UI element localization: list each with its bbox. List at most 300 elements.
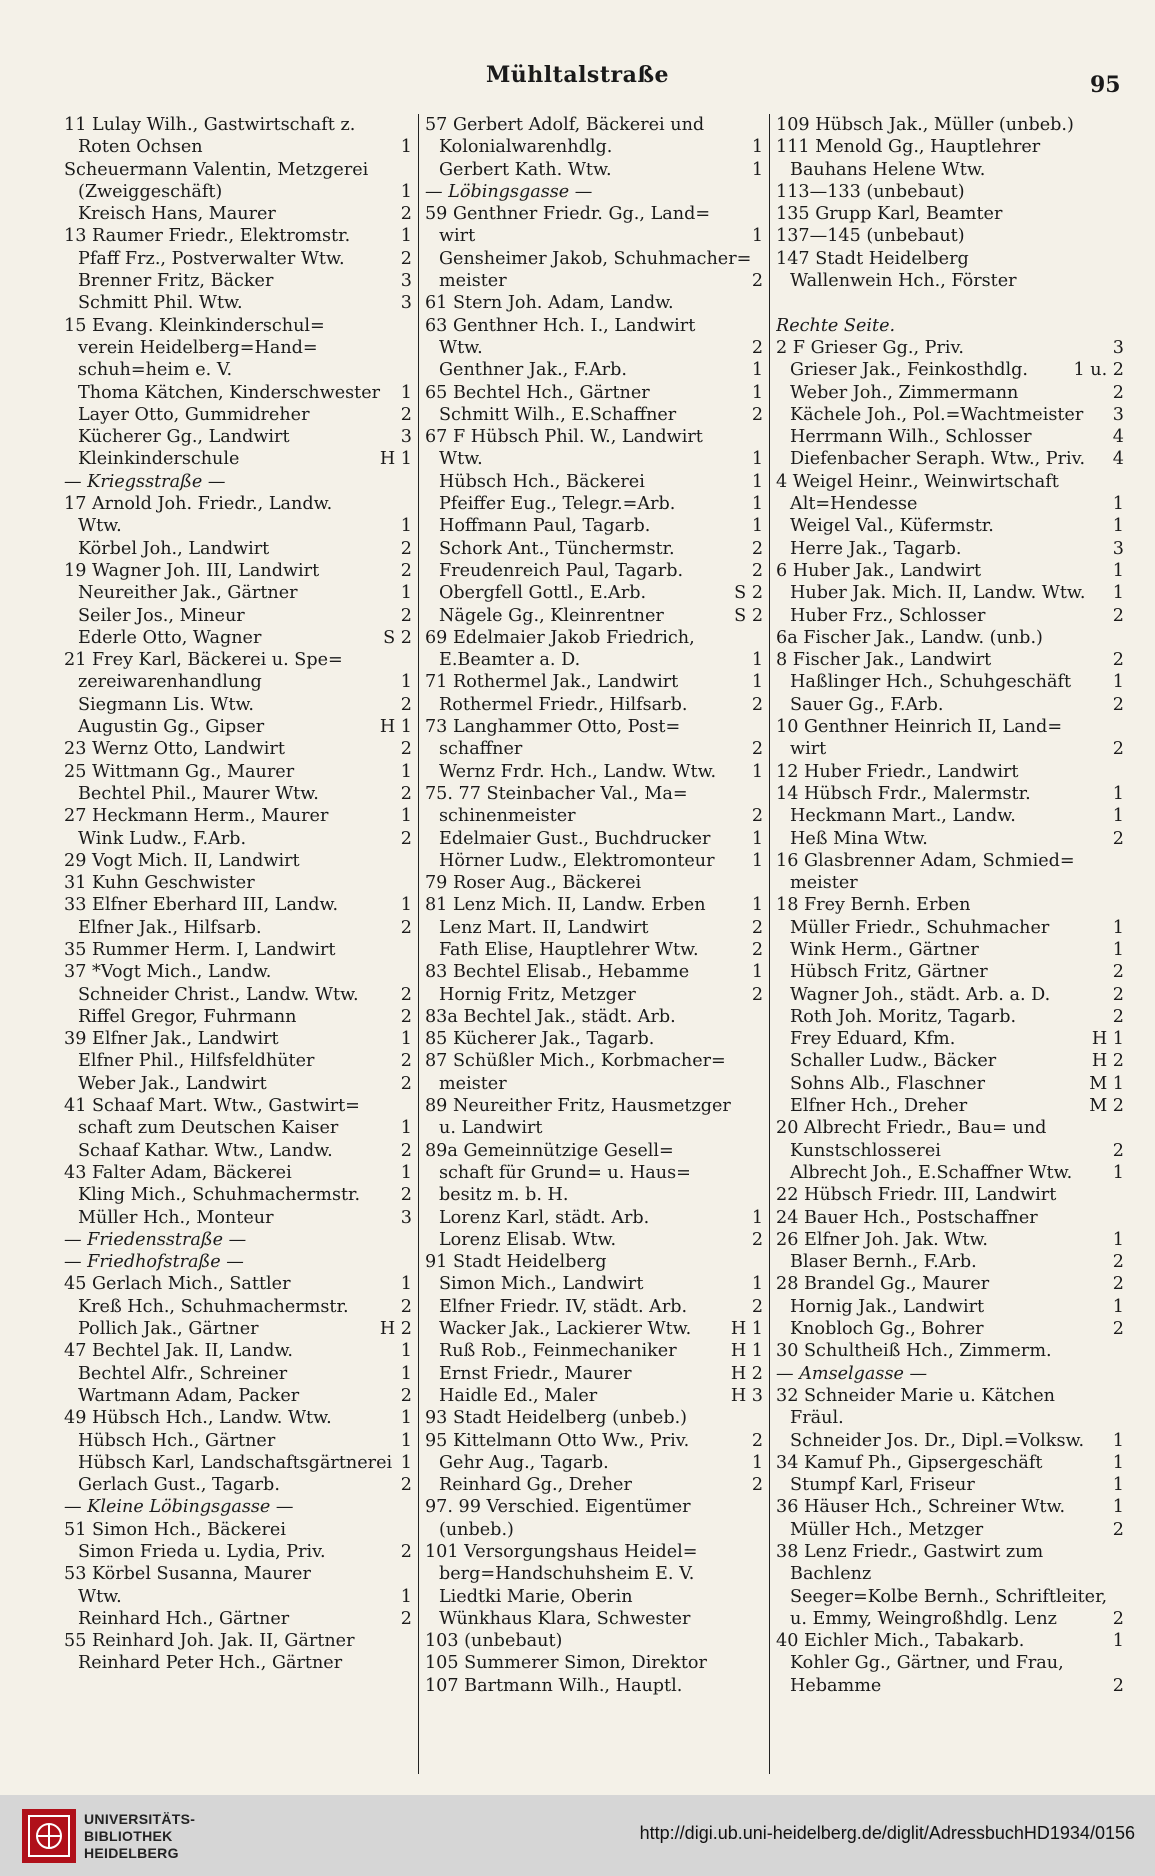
floor-number: 1	[1112, 917, 1124, 938]
directory-entry	[776, 1340, 1124, 1362]
entry-text: Hübsch Hch., Gärtner	[78, 1430, 276, 1451]
entry-text: 31 Kuhn Geschwister	[64, 873, 255, 894]
floor-number: S 2	[734, 583, 764, 604]
directory-entry	[64, 605, 412, 627]
directory-entry	[776, 1028, 1124, 1050]
directory-entry	[425, 716, 763, 738]
entry-text: Roth Joh. Moritz, Tagarb.	[790, 1006, 1017, 1027]
entry-text: Fath Elise, Hauptlehrer Wtw.	[438, 939, 699, 960]
entry-text: schinenmeister	[438, 806, 576, 827]
directory-entry	[776, 1407, 1124, 1429]
directory-entry	[776, 872, 1124, 894]
floor-number: 1	[751, 1274, 764, 1295]
entry-text: Edelmaier Gust., Buchdrucker	[438, 828, 711, 849]
floor-number: 3	[1112, 404, 1124, 425]
directory-entry	[776, 1229, 1124, 1251]
directory-entry	[64, 382, 412, 404]
entry-text: 79 Roser Aug., Bäckerei	[424, 873, 642, 894]
directory-entry	[425, 828, 763, 850]
directory-entry	[64, 1006, 412, 1028]
directory-entry	[776, 716, 1124, 738]
entry-text: 20 Albrecht Friedr., Bau= und	[776, 1118, 1047, 1139]
directory-entry	[425, 917, 763, 939]
directory-entry	[425, 984, 763, 1006]
floor-number: 2	[1112, 984, 1124, 1005]
floor-number: 1	[751, 1452, 764, 1473]
directory-entry	[64, 1652, 412, 1674]
directory-entry	[776, 1430, 1124, 1452]
entry-text: Hornig Jak., Landwirt	[790, 1296, 985, 1317]
entry-text: Alt=Hendesse	[790, 494, 918, 515]
entry-text: Wtw.	[78, 516, 122, 537]
entry-text: Kling Mich., Schuhmachermstr.	[78, 1185, 361, 1206]
directory-entry	[64, 1385, 412, 1407]
floor-number: 1	[751, 137, 764, 158]
entry-text: 22 Hübsch Friedr. III, Landwirt	[776, 1185, 1057, 1206]
entry-text: Liedtki Marie, Oberin	[438, 1586, 633, 1607]
floor-number: 2	[400, 783, 412, 804]
directory-entry	[64, 1430, 412, 1452]
entry-text: Gerlach Gust., Tagarb.	[78, 1475, 280, 1496]
directory-entry	[776, 404, 1124, 426]
floor-number: 2	[751, 984, 764, 1005]
directory-entry	[64, 136, 412, 158]
entry-text: 65 Bechtel Hch., Gärtner	[424, 382, 650, 403]
directory-entry	[425, 1229, 763, 1251]
directory-entry	[64, 1586, 412, 1608]
floor-number: 2	[751, 1430, 764, 1451]
floor-number: 1	[1112, 672, 1124, 693]
entry-text: 27 Heckmann Herm., Maurer	[64, 806, 329, 827]
entry-text: wirt	[790, 739, 827, 760]
entry-text: 73 Langhammer Otto, Post=	[424, 717, 681, 738]
directory-entry	[425, 359, 763, 381]
directory-entry	[64, 426, 412, 448]
directory-entry	[425, 248, 763, 270]
floor-number: 3	[400, 427, 412, 448]
entry-text: 87 Schüßler Mich., Korbmacher=	[424, 1051, 726, 1072]
directory-entry	[425, 1318, 763, 1340]
floor-number: 2	[1112, 605, 1124, 626]
directory-entry	[425, 1608, 763, 1630]
entry-text: 81 Lenz Mich. II, Landw. Erben	[424, 895, 706, 916]
entry-text: Müller Friedr., Schuhmacher	[790, 917, 1050, 938]
entry-text: Wallenwein Hch., Förster	[790, 271, 1017, 292]
entry-text: Bechtel Phil., Maurer Wtw.	[78, 783, 319, 804]
entry-text: 37 *Vogt Mich., Landw.	[64, 962, 272, 983]
directory-entry	[64, 1273, 412, 1295]
floor-number: 2	[400, 1385, 412, 1406]
directory-entry	[64, 248, 412, 270]
entry-text: (unbeb.)	[438, 1519, 514, 1540]
floor-number: 2	[1112, 1006, 1124, 1027]
entry-text: meister	[438, 1073, 507, 1094]
directory-entry	[425, 1050, 763, 1072]
source-url-link[interactable]: http://digi.ub.uni-heidelberg.de/diglit/AdressbuchHD1934/0156	[639, 1823, 1135, 1843]
directory-entry	[64, 1296, 412, 1318]
directory-entry	[776, 1296, 1124, 1318]
directory-entry	[425, 805, 763, 827]
entry-text: 95 Kittelmann Otto Ww., Priv.	[424, 1430, 690, 1451]
column-middle	[418, 114, 769, 1774]
entry-text: Kreß Hch., Schuhmachermstr.	[78, 1296, 349, 1317]
floor-number: 2	[751, 538, 764, 559]
entry-text: 53 Körbel Susanna, Maurer	[64, 1564, 311, 1585]
directory-entry	[776, 1006, 1124, 1028]
directory-entry	[425, 1296, 763, 1318]
directory-entry	[425, 1273, 763, 1295]
floor-number: 1	[1112, 494, 1124, 515]
floor-number: 2	[751, 560, 764, 581]
floor-number: 2	[751, 917, 764, 938]
directory-entry	[425, 1095, 763, 1117]
entry-text: 113—133 (unbebaut)	[776, 181, 965, 202]
directory-entry	[64, 961, 412, 983]
entry-text: Gerbert Kath. Wtw.	[438, 159, 612, 180]
entry-text: besitz m. b. H.	[438, 1185, 569, 1206]
directory-entry	[776, 850, 1124, 872]
entry-text: Hoffmann Paul, Tagarb.	[438, 516, 651, 537]
entry-text: 11 Lulay Wilh., Gastwirtschaft z.	[64, 115, 356, 135]
floor-number: 1	[751, 828, 764, 849]
floor-number: 2	[1112, 828, 1124, 849]
directory-entry	[425, 1363, 763, 1385]
directory-entry	[776, 1318, 1124, 1340]
directory-entry	[776, 1251, 1124, 1273]
entry-text: 57 Gerbert Adolf, Bäckerei und	[424, 115, 705, 135]
column-left	[64, 114, 418, 1774]
directory-entry	[64, 404, 412, 426]
directory-entry	[425, 1586, 763, 1608]
floor-number: 1	[1112, 560, 1124, 581]
entry-text: Ruß Rob., Feinmechaniker	[438, 1341, 677, 1362]
directory-entry	[776, 1452, 1124, 1474]
floor-number: 1	[400, 1408, 412, 1429]
floor-number: 1	[1112, 1452, 1124, 1473]
floor-number: 2	[400, 1073, 412, 1094]
directory-entry	[64, 1117, 412, 1139]
directory-entry	[425, 1006, 763, 1028]
floor-number: 1	[400, 1118, 412, 1139]
directory-entry	[64, 716, 412, 738]
floor-number: H 1	[1091, 1029, 1124, 1050]
floor-number: 1	[751, 449, 764, 470]
entry-text: Seeger=Kolbe Bernh., Schriftleiter,	[790, 1586, 1108, 1607]
entry-text: 83 Bechtel Elisab., Hebamme	[424, 962, 690, 983]
directory-entry	[425, 1407, 763, 1429]
directory-entry	[776, 1608, 1124, 1630]
floor-number: 1	[400, 1162, 412, 1183]
entry-text: 30 Schultheiß Hch., Zimmerm.	[776, 1341, 1052, 1362]
directory-entry	[64, 649, 412, 671]
entry-text: Frey Eduard, Kfm.	[790, 1029, 956, 1050]
directory-entry	[64, 225, 412, 247]
entry-text: 13 Raumer Friedr., Elektromstr.	[64, 226, 351, 247]
entry-text: Augustin Gg., Gipser	[78, 717, 265, 738]
entry-text: 67 F Hübsch Phil. W., Landwirt	[424, 427, 703, 448]
directory-entry	[64, 850, 412, 872]
entry-text: — Friedhofstraße —	[64, 1252, 244, 1273]
entry-text: Simon Frieda u. Lydia, Priv.	[78, 1542, 326, 1562]
directory-entry	[776, 159, 1124, 181]
directory-entry	[425, 1474, 763, 1496]
directory-entry	[64, 159, 412, 181]
directory-entry	[64, 337, 412, 359]
floor-number: 2	[400, 739, 412, 760]
directory-entry	[776, 515, 1124, 537]
directory-entry	[425, 337, 763, 359]
entry-text: 36 Häuser Hch., Schreiner Wtw.	[776, 1497, 1066, 1518]
entry-text: 137—145 (unbebaut)	[776, 226, 965, 247]
floor-number: H 2	[379, 1319, 412, 1340]
directory-entry	[64, 1050, 412, 1072]
directory-entry	[425, 738, 763, 760]
directory-entry	[776, 828, 1124, 850]
floor-number: 2	[1112, 694, 1124, 715]
floor-number: 1	[751, 1207, 764, 1228]
floor-number: 2	[1112, 1519, 1124, 1540]
entry-text: schaffner	[438, 739, 523, 760]
entry-text: Wünkhaus Klara, Schwester	[438, 1608, 691, 1629]
entry-text: Rechte Seite.	[776, 315, 896, 336]
directory-entry	[425, 694, 763, 716]
entry-text: Körbel Joh., Landwirt	[78, 538, 270, 559]
directory-entry	[776, 114, 1124, 136]
directory-entry	[776, 203, 1124, 225]
section-heading	[64, 1496, 412, 1518]
directory-entry	[64, 493, 412, 515]
directory-entry	[776, 359, 1124, 381]
entry-text: 25 Wittmann Gg., Maurer	[64, 761, 295, 782]
directory-entry	[64, 872, 412, 894]
directory-entry	[64, 828, 412, 850]
entry-text: Hübsch Fritz, Gärtner	[790, 962, 988, 983]
section-heading	[64, 1251, 412, 1273]
section-heading	[425, 181, 763, 203]
entry-text: 12 Huber Friedr., Landwirt	[776, 761, 1019, 782]
directory-entry	[776, 1162, 1124, 1184]
directory-entry	[776, 1207, 1124, 1229]
entry-text: 23 Wernz Otto, Landwirt	[64, 739, 285, 760]
entry-text: Layer Otto, Gummidreher	[78, 404, 310, 425]
floor-number: 1	[400, 1586, 412, 1607]
directory-entry	[776, 1095, 1124, 1117]
entry-text: 26 Elfner Joh. Jak. Wtw.	[776, 1229, 988, 1250]
entry-text: 61 Stern Joh. Adam, Landw.	[424, 293, 674, 314]
entry-text: 89 Neureither Fritz, Hausmetzger	[424, 1096, 731, 1117]
directory-entry	[776, 337, 1124, 359]
entry-text: (Zweiggeschäft)	[78, 181, 223, 202]
entry-text: 47 Bechtel Jak. II, Landw.	[64, 1341, 294, 1362]
entry-text: schuh=heim e. V.	[78, 360, 233, 381]
entry-text: Albrecht Joh., E.Schaffner Wtw.	[790, 1162, 1073, 1183]
entry-text: Stumpf Karl, Friseur	[790, 1475, 975, 1496]
entry-text: Hebamme	[790, 1675, 882, 1696]
entry-text: 107 Bartmann Wilh., Hauptl.	[424, 1675, 683, 1696]
directory-entry	[64, 1140, 412, 1162]
directory-entry	[64, 1184, 412, 1206]
entry-text: 39 Elfner Jak., Landwirt	[64, 1029, 279, 1050]
entry-text: Heckmann Mart., Landw.	[790, 806, 1016, 827]
directory-entry	[64, 783, 412, 805]
floor-number: 1	[1112, 1296, 1124, 1317]
entry-text: Schmitt Wilh., E.Schaffner	[438, 404, 677, 425]
floor-number: 1	[751, 761, 764, 782]
floor-number: H 2	[730, 1363, 764, 1384]
directory-entry	[425, 783, 763, 805]
entry-text: Neureither Jak., Gärtner	[78, 583, 298, 604]
entry-text: Sohns Alb., Flaschner	[790, 1073, 986, 1094]
entry-text: 111 Menold Gg., Hauptlehrer	[776, 137, 1041, 158]
directory-entry	[776, 1675, 1124, 1697]
directory-entry	[64, 270, 412, 292]
floor-number: 4	[1112, 427, 1124, 448]
entry-text: Schaller Ludw., Bäcker	[790, 1051, 997, 1072]
entry-text: Kächele Joh., Pol.=Wachtmeister	[790, 404, 1084, 425]
entry-text: Wernz Frdr. Hch., Landw. Wtw.	[438, 761, 717, 782]
floor-number: 1	[1112, 516, 1124, 537]
directory-entry	[64, 1363, 412, 1385]
entry-text: 51 Simon Hch., Bäckerei	[64, 1519, 286, 1540]
directory-entry	[776, 1050, 1124, 1072]
entry-text: Huber Jak. Mich. II, Landw. Wtw.	[790, 583, 1086, 604]
floor-number: S 2	[734, 605, 764, 626]
entry-text: 6a Fischer Jak., Landw. (unb.)	[776, 627, 1043, 648]
entry-text: Gehr Aug., Tagarb.	[438, 1452, 609, 1473]
directory-entry	[776, 671, 1124, 693]
directory-entry	[776, 1652, 1124, 1674]
floor-number: 3	[400, 293, 412, 314]
entry-text: Sauer Gg., F.Arb.	[790, 694, 944, 715]
entry-text: zereiwarenhandlung	[78, 672, 262, 693]
entry-text: u. Emmy, Weingroßhdlg. Lenz	[790, 1608, 1057, 1629]
entry-text: Hübsch Hch., Bäckerei	[438, 471, 645, 492]
entry-text: Freudenreich Paul, Tagarb.	[438, 560, 684, 581]
floor-number: 1	[1112, 583, 1124, 604]
directory-entry	[64, 359, 412, 381]
entry-text: Bauhans Helene Wtw.	[790, 159, 986, 180]
directory-entry	[64, 1563, 412, 1585]
floor-number: 2	[751, 1475, 764, 1496]
directory-entry	[776, 1541, 1124, 1563]
entry-text: Simon Mich., Landwirt	[438, 1274, 644, 1295]
floor-number: 1	[751, 159, 764, 180]
directory-entry	[64, 738, 412, 760]
entry-text: Lenz Mart. II, Landwirt	[438, 917, 649, 938]
floor-number: 3	[1112, 337, 1124, 358]
floor-number: 2	[1112, 1319, 1124, 1340]
entry-text: 43 Falter Adam, Bäckerei	[64, 1162, 292, 1183]
entry-text: Genthner Jak., F.Arb.	[438, 360, 627, 381]
directory-entry	[64, 1474, 412, 1496]
directory-entry	[776, 1117, 1124, 1139]
directory-entry	[64, 1519, 412, 1541]
floor-number: 3	[400, 1207, 412, 1228]
section-heading	[776, 1363, 1124, 1385]
directory-entry	[776, 1140, 1124, 1162]
entry-text: u. Landwirt	[438, 1118, 543, 1139]
entry-text: Thoma Kätchen, Kinderschwester	[78, 382, 381, 403]
directory-entry	[425, 1207, 763, 1229]
floor-number: 1	[1112, 806, 1124, 827]
address-columns	[64, 114, 1124, 1774]
directory-entry	[776, 136, 1124, 158]
floor-number: 2	[1112, 739, 1124, 760]
entry-text: 38 Lenz Friedr., Gastwirt zum	[776, 1542, 1044, 1562]
entry-text: Reinhard Hch., Gärtner	[78, 1608, 290, 1629]
directory-entry	[425, 1496, 763, 1518]
directory-entry	[776, 1073, 1124, 1095]
floor-number: 2	[400, 1608, 412, 1629]
entry-text: Heß Mina Wtw.	[790, 828, 928, 849]
directory-entry	[425, 114, 763, 136]
directory-entry	[64, 761, 412, 783]
directory-entry	[64, 1073, 412, 1095]
directory-entry	[425, 671, 763, 693]
directory-entry	[776, 917, 1124, 939]
entry-text: Schneider Jos. Dr., Dipl.=Volksw.	[790, 1430, 1085, 1451]
floor-number: 1	[400, 1430, 412, 1451]
directory-entry	[425, 159, 763, 181]
directory-entry	[425, 471, 763, 493]
directory-entry	[776, 471, 1124, 493]
directory-entry	[425, 493, 763, 515]
floor-number: 2	[1112, 1252, 1124, 1273]
entry-text: 49 Hübsch Hch., Landw. Wtw.	[64, 1408, 332, 1429]
floor-number: 2	[751, 739, 764, 760]
entry-text: Reinhard Gg., Dreher	[438, 1475, 632, 1496]
floor-number: 2	[400, 1185, 412, 1206]
directory-entry	[425, 404, 763, 426]
floor-number: H 3	[730, 1385, 764, 1406]
entry-text: 19 Wagner Joh. III, Landwirt	[64, 560, 320, 581]
directory-entry	[425, 1652, 763, 1674]
floor-number: 1	[751, 360, 764, 381]
directory-entry	[425, 1073, 763, 1095]
floor-number: 1	[400, 382, 412, 403]
directory-entry	[425, 270, 763, 292]
entry-text: 85 Kücherer Jak., Tagarb.	[424, 1029, 655, 1050]
entry-text: Reinhard Peter Hch., Gärtner	[78, 1653, 343, 1674]
directory-entry	[425, 961, 763, 983]
floor-number: 1	[400, 806, 412, 827]
directory-entry	[425, 136, 763, 158]
directory-entry	[776, 292, 1124, 314]
floor-number: 1	[1112, 1631, 1124, 1652]
directory-entry	[776, 582, 1124, 604]
directory-entry	[64, 114, 412, 136]
floor-number: 2	[400, 694, 412, 715]
directory-entry	[776, 426, 1124, 448]
library-footer	[0, 1795, 1155, 1876]
entry-text: Gensheimer Jakob, Schuhmacher=	[438, 248, 752, 269]
floor-number: 1	[400, 1029, 412, 1050]
floor-number: 2	[751, 806, 764, 827]
entry-text: Schork Ant., Tünchermstr.	[438, 538, 675, 559]
entry-text: 109 Hübsch Jak., Müller (unbeb.)	[776, 115, 1074, 135]
entry-text: 71 Rothermel Jak., Landwirt	[424, 672, 679, 693]
entry-text: Rothermel Friedr., Hilfsarb.	[438, 694, 688, 715]
entry-text: Haßlinger Hch., Schuhgeschäft	[790, 672, 1072, 693]
directory-entry	[425, 939, 763, 961]
floor-number: 1	[400, 1452, 412, 1473]
floor-number: 1 u. 2	[1073, 360, 1124, 381]
floor-number: 1	[400, 583, 412, 604]
floor-number: 1	[400, 672, 412, 693]
directory-entry	[425, 605, 763, 627]
directory-entry	[425, 1452, 763, 1474]
entry-text: E.Beamter a. D.	[438, 650, 581, 671]
